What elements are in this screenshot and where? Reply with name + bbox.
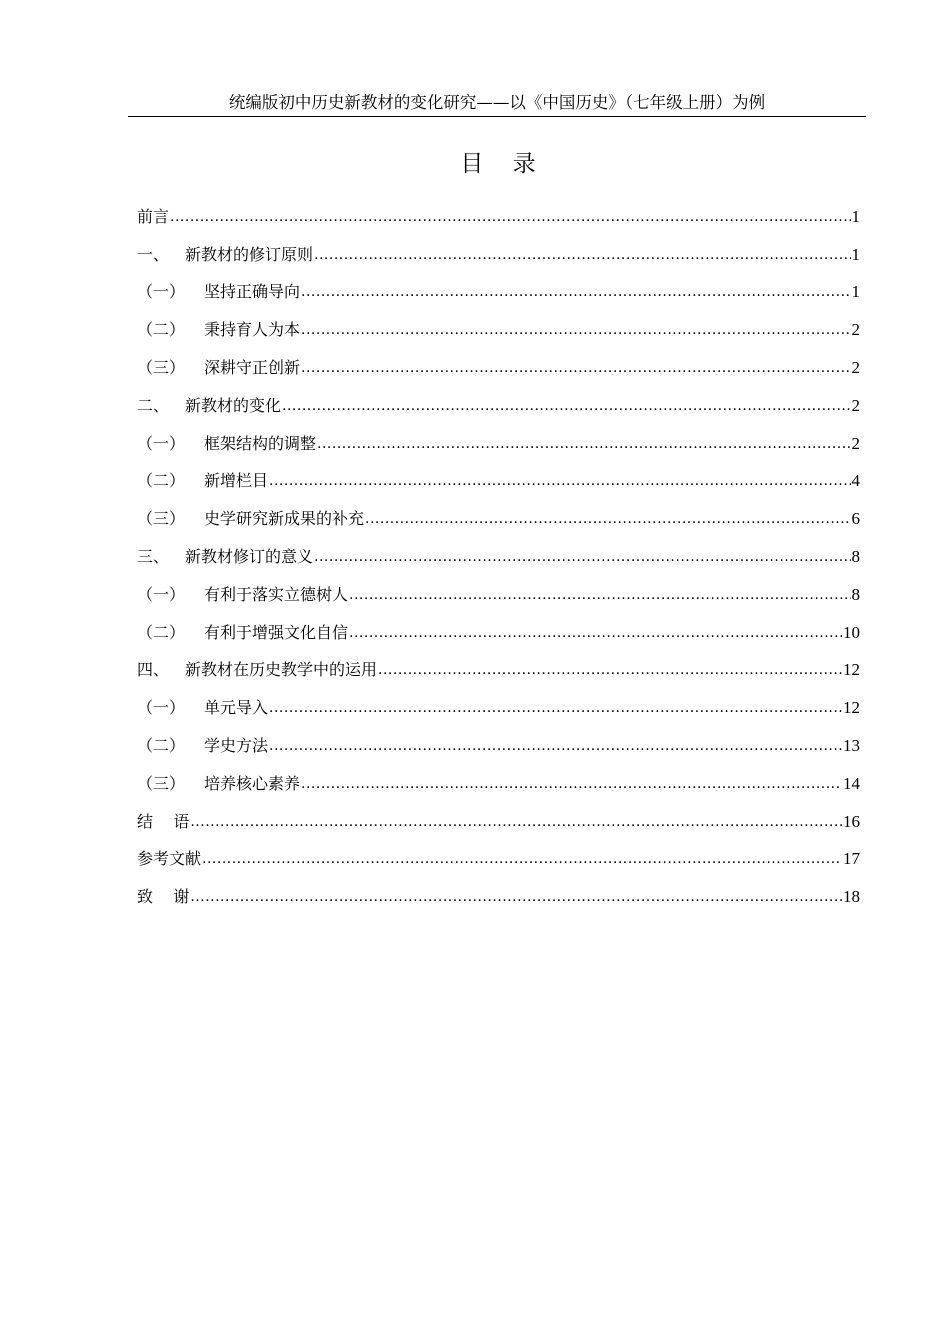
toc-entry-page-number: 10	[843, 622, 860, 642]
toc-dot-leader	[301, 775, 842, 793]
toc-entry-label: 结 语	[137, 811, 190, 831]
toc-entry-number: （二）	[137, 622, 186, 642]
toc-entry-number: （一）	[137, 698, 186, 718]
toc-dot-leader	[317, 435, 850, 453]
toc-entry[interactable]	[137, 757, 860, 795]
toc-entry-page-number: 13	[843, 735, 860, 755]
toc-entry-page-number: 16	[843, 811, 860, 831]
toc-entry[interactable]	[137, 719, 860, 757]
toc-entry-number: （三）	[137, 509, 186, 529]
toc-entry[interactable]	[137, 228, 860, 266]
toc-entry-label: 有利于增强文化自信	[204, 622, 349, 642]
toc-entry-number: 三、	[137, 546, 170, 566]
toc-entry-label: 致 谢	[137, 887, 190, 907]
toc-dot-leader	[269, 699, 842, 717]
toc-dot-leader	[170, 208, 850, 226]
toc-entry[interactable]	[137, 266, 860, 304]
toc-entry[interactable]	[137, 681, 860, 719]
toc-dot-leader	[190, 813, 842, 831]
toc-dot-leader	[349, 586, 850, 604]
toc-entry-label: 参考文献	[137, 849, 202, 869]
toc-dot-leader	[269, 472, 850, 490]
toc-entry-label: 史学研究新成果的补充	[204, 509, 365, 529]
toc-entry-label: 单元导入	[204, 698, 269, 718]
toc-dot-leader	[202, 850, 842, 868]
toc-entry[interactable]	[137, 455, 860, 493]
toc-entry-page-number: 8	[851, 584, 860, 604]
toc-dot-leader	[301, 359, 850, 377]
toc-entry-number: 一、	[137, 244, 170, 264]
toc-entry[interactable]	[137, 795, 860, 833]
toc-entry-page-number: 12	[843, 698, 860, 718]
toc-dot-leader	[314, 246, 850, 264]
toc-entry-page-number: 12	[843, 660, 860, 680]
toc-entry-label: 新教材修订的意义	[185, 546, 314, 566]
toc-dot-leader	[282, 397, 850, 415]
toc-entry-label: 新增栏目	[204, 471, 269, 491]
toc-entry-number: （一）	[137, 584, 186, 604]
toc-entry[interactable]	[137, 606, 860, 644]
toc-dot-leader	[365, 510, 850, 528]
toc-entry[interactable]	[137, 417, 860, 455]
toc-entry[interactable]	[137, 492, 860, 530]
toc-entry-page-number: 6	[851, 509, 860, 529]
toc-dot-leader	[301, 283, 850, 301]
toc-entry-number: （二）	[137, 320, 186, 340]
toc-entry-label: 坚持正确导向	[204, 282, 301, 302]
toc-entry[interactable]	[137, 303, 860, 341]
toc-entry-label: 前言	[137, 206, 170, 226]
toc-entry-label: 学史方法	[204, 735, 269, 755]
toc-entry-label: 培养核心素养	[204, 773, 301, 793]
toc-entry[interactable]	[137, 870, 860, 908]
toc-dot-leader	[314, 548, 850, 566]
toc-entry-page-number: 1	[851, 244, 860, 264]
toc-entry-number: （三）	[137, 357, 186, 377]
toc-dot-leader	[269, 737, 842, 755]
toc-entry-page-number: 2	[851, 433, 860, 453]
toc-entry-number: （二）	[137, 735, 186, 755]
toc-dot-leader	[301, 321, 850, 339]
toc-entry-label: 深耕守正创新	[204, 357, 301, 377]
toc-entry-label: 新教材的变化	[185, 395, 282, 415]
toc-entry[interactable]	[137, 190, 860, 228]
toc-dot-leader	[190, 888, 842, 906]
toc-entry-label: 框架结构的调整	[204, 433, 317, 453]
toc-entry[interactable]	[137, 530, 860, 568]
toc-entry-label: 新教材的修订原则	[185, 244, 314, 264]
toc-entry-number: 二、	[137, 395, 170, 415]
toc-entry-number: （一）	[137, 433, 186, 453]
toc-entry-page-number: 1	[851, 282, 860, 302]
toc-entry-page-number: 2	[851, 357, 860, 377]
toc-entry[interactable]	[137, 644, 860, 682]
toc-entry[interactable]	[137, 379, 860, 417]
toc-entry-page-number: 18	[843, 887, 860, 907]
toc-dot-leader	[349, 624, 842, 642]
toc-entry-label: 新教材在历史教学中的运用	[185, 660, 378, 680]
toc-entry-number: 四、	[137, 660, 170, 680]
toc-entry-number: （二）	[137, 471, 186, 491]
toc-entry-page-number: 2	[851, 395, 860, 415]
running-header-title: 统编版初中历史新教材的变化研究——以《中国历史》（七年级上册）为例	[228, 93, 766, 112]
toc-entry[interactable]	[137, 833, 860, 871]
toc-entry-number: （一）	[137, 282, 186, 302]
toc-entry-label: 秉持育人为本	[204, 320, 301, 340]
toc-entry[interactable]	[137, 568, 860, 606]
toc-entry-page-number: 8	[851, 546, 860, 566]
toc-entry-number: （三）	[137, 773, 186, 793]
toc-entry-page-number: 14	[843, 773, 860, 793]
toc-entry[interactable]	[137, 341, 860, 379]
running-header	[128, 92, 866, 117]
toc-entry-page-number: 4	[851, 471, 860, 491]
table-of-contents	[137, 190, 860, 908]
toc-title: 目 录	[460, 151, 536, 177]
toc-entry-page-number: 17	[843, 849, 860, 869]
toc-dot-leader	[378, 661, 842, 679]
toc-entry-page-number: 1	[851, 206, 860, 226]
toc-entry-label: 有利于落实立德树人	[204, 584, 349, 604]
toc-entry-page-number: 2	[851, 320, 860, 340]
